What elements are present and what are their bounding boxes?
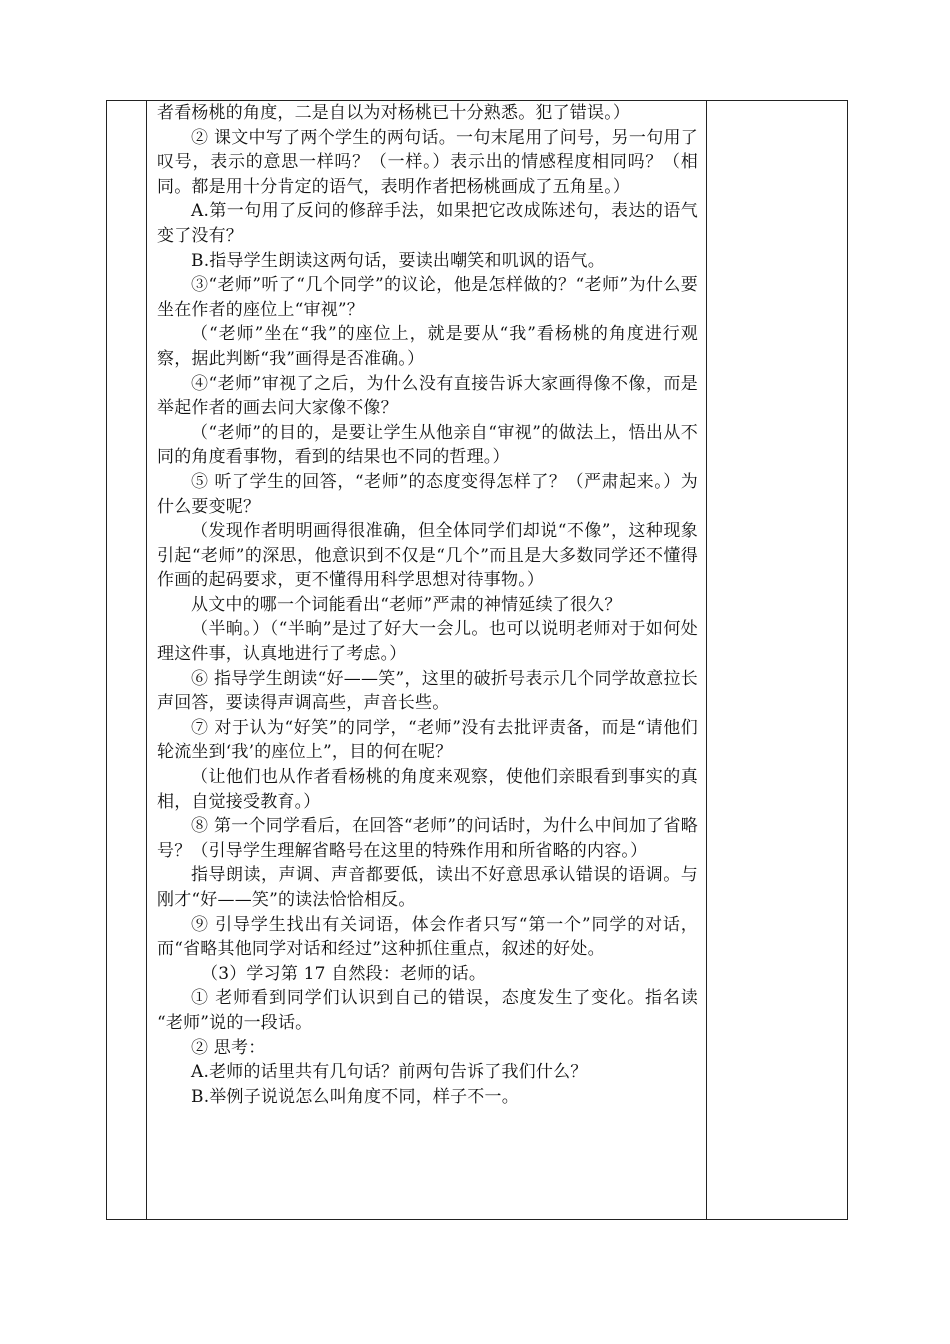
paragraph: （“老师”的目的，是要让学生从他亲自“审视”的做法上，悟出从不同的角度看事物，看到的结果也不同的哲理。） bbox=[157, 422, 698, 468]
paragraph: 者看杨桃的角度，二是自以为对杨桃已十分熟悉。犯了错误。） bbox=[157, 103, 631, 123]
paragraph: ⑧ 第一个同学看后，在回答“老师”的问话时，为什么中间加了省略号？（引导学生理解省略号在这里的特殊作用和所省略的内容。） bbox=[157, 816, 698, 861]
paragraph: ⑤ 听了学生的回答，“老师”的态度变得怎样了？（严肃起来。）为什么要变呢？ bbox=[157, 471, 698, 517]
paragraph: ③“老师”听了“几个同学”的议论，他是怎样做的？“老师”为什么要坐在作者的座位上“审视”？ bbox=[157, 275, 698, 320]
paragraph: （3）学习第 17 自然段：老师的话。 bbox=[201, 963, 487, 984]
table-content-column bbox=[147, 101, 707, 1219]
paragraph: A.第一句用了反问的修辞手法，如果把它改成陈述句，表达的语气变了没有？ bbox=[157, 201, 698, 246]
paragraph: ④“老师”审视了之后，为什么没有直接告诉大家画得像不像，而是举起作者的画去问大家像不像？ bbox=[157, 373, 698, 419]
paragraph: ① 老师看到同学们认识到自己的错误，态度发生了变化。指名读 “老师”说的一段话。 bbox=[157, 988, 704, 1033]
paragraph: ⑨ 引导学生找出有关词语，体会作者只写“第一个”同学的对话，而“省略其他同学对话和经过”这种抓住重点，叙述的好处。 bbox=[157, 914, 698, 960]
paragraph: B.举例子说说怎么叫角度不同，样子不一。 bbox=[191, 1086, 519, 1107]
lesson-table bbox=[106, 100, 848, 1220]
paragraph: A.老师的话里共有几句话？前两句告诉了我们什么？ bbox=[191, 1062, 588, 1083]
paragraph: 指导朗读，声调、声音都要低，读出不好意思承认错误的语调。与刚才“好——笑”的读法恰恰相反。 bbox=[157, 865, 698, 910]
paragraph: （半晌。）（“半晌”是过了好大一会儿。也可以说明老师对于如何处理这件事，认真地进行了考虑。） bbox=[157, 619, 698, 665]
paragraph: （让他们也从作者看杨桃的角度来观察，使他们亲眼看到事实的真相，自觉接受教育。） bbox=[157, 767, 698, 812]
paragraph: （“老师”坐在“我”的座位上，就是要从“我”看杨桃的角度进行观察，据此判断“我”画得是否准确。） bbox=[157, 324, 698, 369]
paragraph: ⑦ 对于认为“好笑”的同学，“老师”没有去批评责备，而是“请他们轮流坐到‘我’的座位上”，目的何在呢？ bbox=[157, 717, 698, 763]
paragraph: B.指导学生朗读这两句话，要读出嘲笑和叽讽的语气。 bbox=[191, 250, 605, 271]
table-left-column bbox=[107, 101, 147, 1219]
paragraph: 从文中的哪一个词能看出“老师”严肃的神情延续了很久？ bbox=[191, 594, 622, 615]
paragraph: （发现作者明明画得很准确，但全体同学们却说“不像”，这种现象引起“老师”的深思，他意识到不仅是“几个”而且是大多数同学还不懂得作画的起码要求，更不懂得用科学思想对待事物。） bbox=[157, 521, 698, 591]
table-right-column bbox=[707, 101, 847, 1219]
paragraph: ② 思考： bbox=[191, 1037, 266, 1058]
paragraph: ⑥ 指导学生朗读“好——笑”，这里的破折号表示几个同学故意拉长声回答，要读得声调高些，声音长些。 bbox=[157, 668, 698, 714]
paragraph: ② 课文中写了两个学生的两句话。一句末尾用了问号，另一句用了叹号，表示的意思一样吗？（一样。）表示出的情感程度相同吗？（相同。都是用十分肯定的语气，表明作者把杨桃画成了五角星。） bbox=[157, 127, 698, 197]
